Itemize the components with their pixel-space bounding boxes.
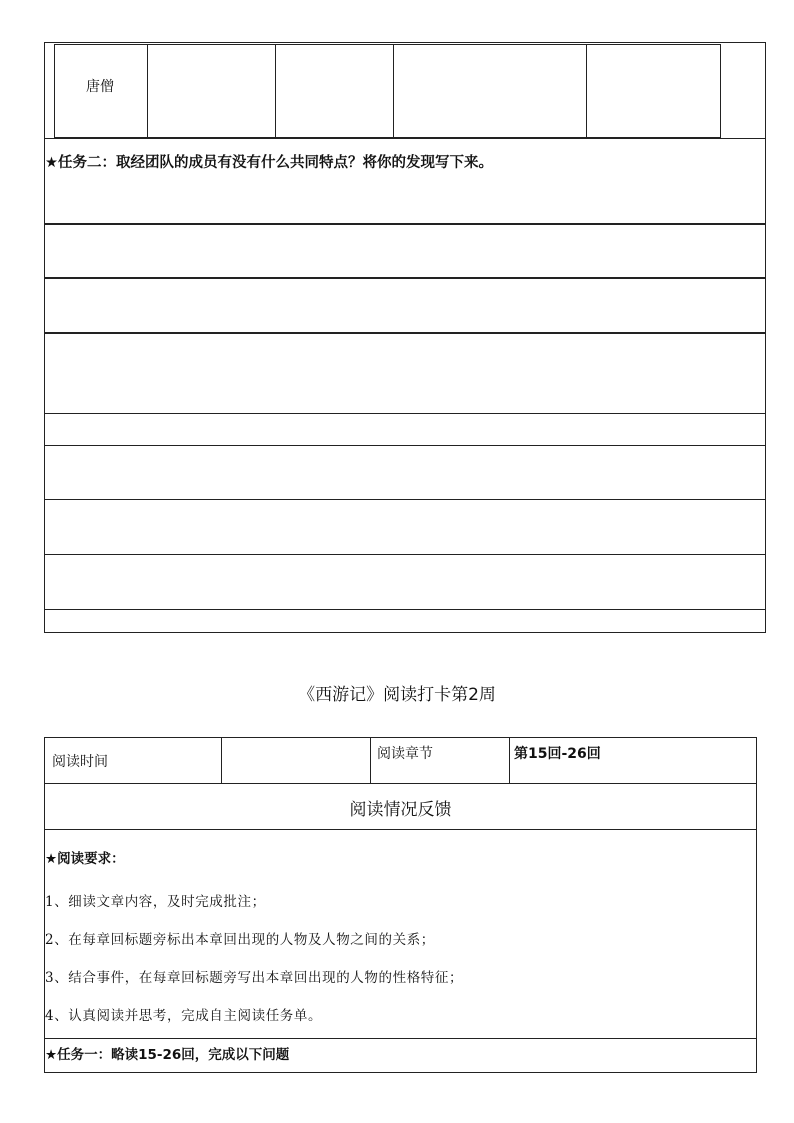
list-item: 4、认真阅读并思考，完成自主阅读任务单。 <box>45 1008 323 1024</box>
reading-chapter-value: 第15回-26回 <box>514 746 601 762</box>
row-label-tangseng: 唐僧 <box>86 79 114 95</box>
reading-chapter-label: 阅读章节 <box>377 746 433 762</box>
feedback-heading: 阅读情况反馈 <box>349 800 452 820</box>
page-title: 《西游记》阅读打卡第2周 <box>298 685 496 705</box>
task2-question: ★任务二：取经团队的成员有没有什么共同特点？将你的发现写下来。 <box>45 155 493 171</box>
list-item: 3、结合事件，在每章回标题旁写出本章回出现的人物的性格特征； <box>45 970 464 986</box>
task1-heading: ★任务一：略读15-26回，完成以下问题 <box>45 1047 290 1063</box>
list-item: 2、在每章回标题旁标出本章回出现的人物及人物之间的关系； <box>45 932 435 948</box>
reading-time-label: 阅读时间 <box>52 754 108 770</box>
list-item: 1、细读文章内容，及时完成批注； <box>45 894 266 910</box>
requirements-title: ★阅读要求： <box>45 851 125 867</box>
